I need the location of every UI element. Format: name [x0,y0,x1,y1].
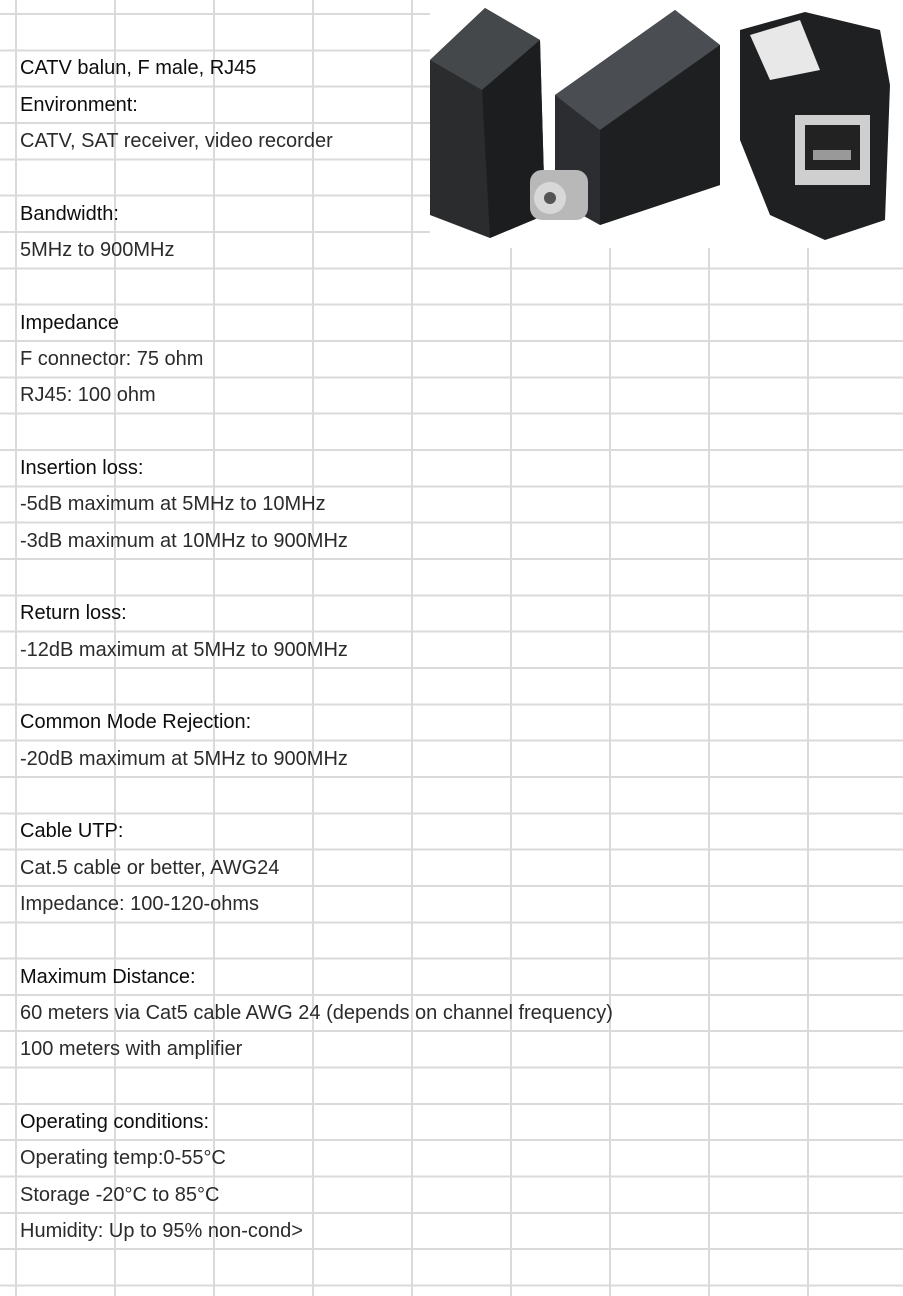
section-heading: Environment: [20,93,138,116]
rj45-coupler [740,12,890,240]
spec-line: 5MHz to 900MHz [20,238,175,261]
section-heading: Operating conditions: [20,1110,210,1133]
section-heading: Impedance [20,311,119,334]
spec-line: Cat.5 cable or better, AWG24 [20,856,280,879]
product-image-catv-balun [430,0,903,248]
spec-line: F connector: 75 ohm [20,347,204,370]
spec-line: CATV, SAT receiver, video recorder [20,129,333,152]
spec-line: -3dB maximum at 10MHz to 900MHz [20,529,348,552]
section-heading: Return loss: [20,602,127,625]
spec-line: -20dB maximum at 5MHz to 900MHz [20,747,348,770]
spec-line: Impedance: 100-120-ohms [20,892,260,915]
section-heading: Insertion loss: [20,456,144,479]
section-heading: CATV balun, F male, RJ45 [20,57,257,80]
spec-line: 60 meters via Cat5 cable AWG 24 (depends on channel frequency) [20,1001,613,1024]
section-heading: Common Mode Rejection: [20,711,252,734]
spec-line: -5dB maximum at 5MHz to 10MHz [20,493,326,516]
spec-line: Humidity: Up to 95% non-cond> [20,1219,303,1242]
spec-line: 100 meters with amplifier [20,1038,243,1061]
section-heading: Cable UTP: [20,820,124,843]
balun-housing-left [430,8,545,238]
section-heading: Bandwidth: [20,202,119,225]
spec-line: Operating temp:0-55°C [20,1147,226,1170]
spec-line: Storage -20°C to 85°C [20,1183,220,1206]
balun-housing-f-connector [530,10,720,225]
spec-line: RJ45: 100 ohm [20,384,156,407]
spec-line: -12dB maximum at 5MHz to 900MHz [20,638,348,661]
section-heading: Maximum Distance: [20,965,196,988]
